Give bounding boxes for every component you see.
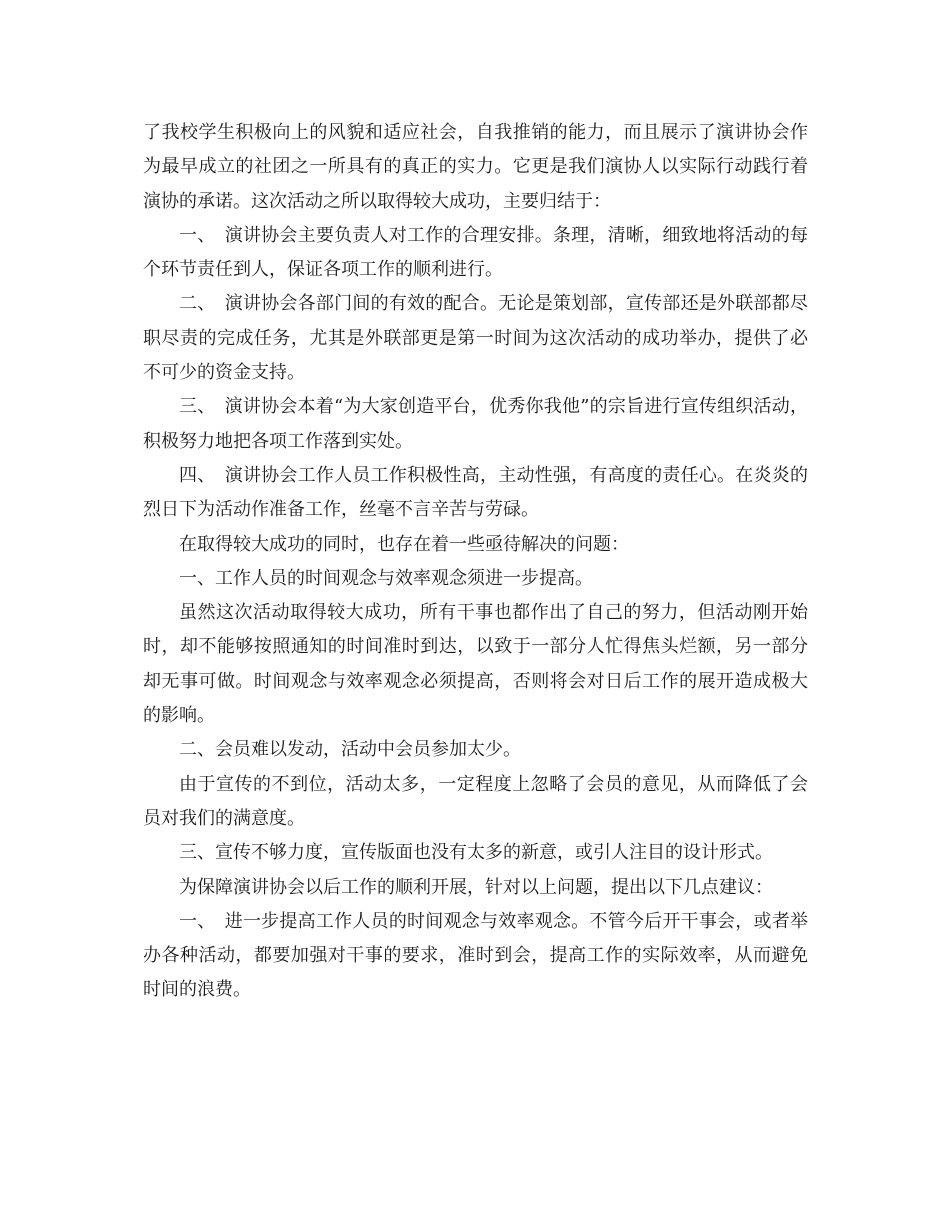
paragraph-10: 由于宣传的不到位，活动太多，一定程度上忽略了会员的意见，从而降低了会员对我们的满意度。 bbox=[143, 773, 808, 829]
paragraph-4: 三、 演讲协会本着“为大家创造平台，优秀你我他”的宗旨进行宣传组织活动，积极努力地把各项工作落到实处。 bbox=[143, 396, 808, 452]
paragraph-5: 四、 演讲协会工作人员工作积极性高，主动性强，有高度的责任心。在炎炎的烈日下为活动作准备工作，丝毫不言辛苦与劳碌。 bbox=[143, 464, 808, 521]
paragraph-13: 一、 进一步提高工作人员的时间观念与效率观念。不管今后开干事会，或者举办各种活动，都要加强对干事的要求，准时到会，提高工作的实际效率，从而避免时间的浪费。 bbox=[143, 910, 808, 1001]
paragraph-7: 一、工作人员的时间观念与效率观念须进一步提高。 bbox=[179, 567, 593, 589]
paragraph-6: 在取得较大成功的同时，也存在着一些亟待解决的问题： bbox=[179, 533, 629, 555]
paragraph-2: 一、 演讲协会主要负责人对工作的合理安排。条理，清晰，细致地将活动的每个环节责任到人，保证各项工作的顺利进行。 bbox=[143, 224, 808, 281]
paragraph-8: 虽然这次活动取得较大成功，所有干事也都作出了自己的努力，但活动刚开始时，却不能够按照通知的时间准时到达，以致于一部分人忙得焦头烂额，另一部分却无事可做。时间观念与效率观念必须提高，否则将会对日后工作的展开造成极大的影响。 bbox=[143, 602, 808, 727]
document-body bbox=[143, 116, 808, 1008]
paragraph-11: 三、宣传不够力度，宣传版面也没有太多的新意，或引人注目的设计形式。 bbox=[179, 842, 773, 864]
paragraph-3: 二、 演讲协会各部门间的有效的配合。无论是策划部，宣传部还是外联部都尽职尽责的完成任务，尤其是外联部更是第一时间为这次活动的成功举办，提供了必不可少的资金支持。 bbox=[143, 293, 808, 384]
paragraph-12: 为保障演讲协会以后工作的顺利开展，针对以上问题，提出以下几点建议： bbox=[179, 876, 773, 898]
paragraph-1: 了我校学生积极向上的风貌和适应社会，自我推销的能力，而且展示了演讲协会作为最早成立的社团之一所具有的真正的实力。它更是我们演协人以实际行动践行着演协的承诺。这次活动之所以取得较大成功，主要归结于： bbox=[143, 122, 808, 212]
paragraph-9: 二、会员难以发动，活动中会员参加太少。 bbox=[179, 739, 521, 761]
